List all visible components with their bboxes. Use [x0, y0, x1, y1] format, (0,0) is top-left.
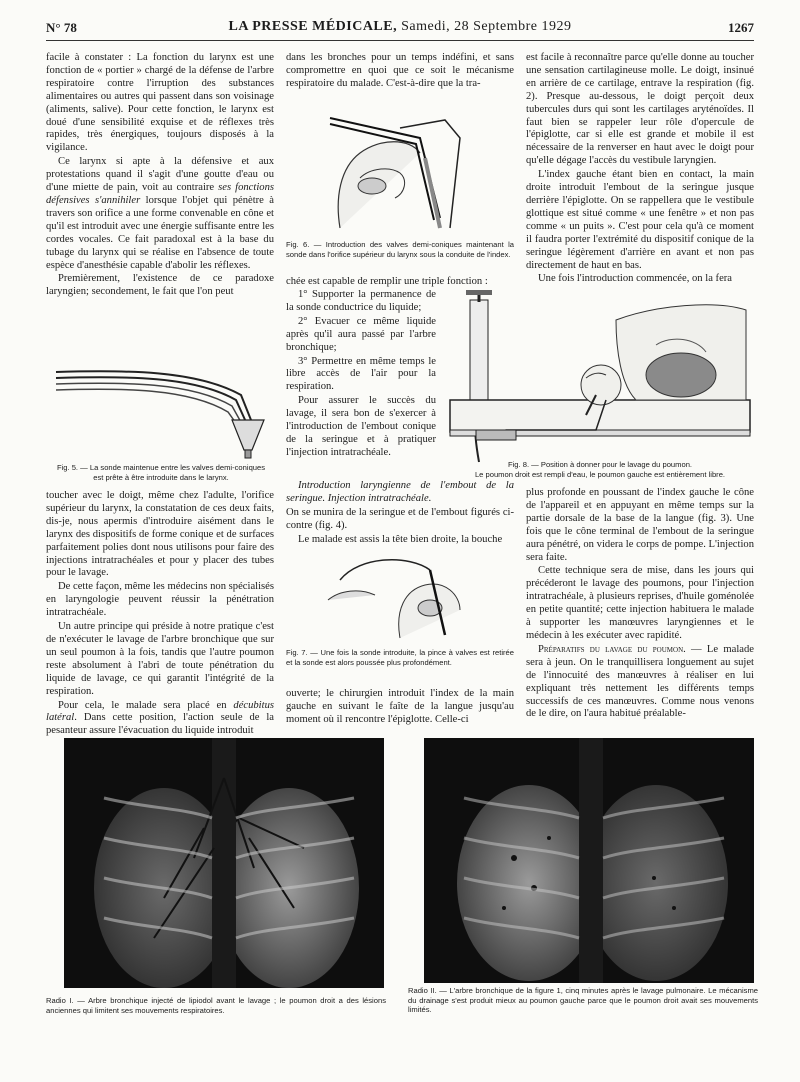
- paragraph: Cette technique sera de mise, dans les jours qui précéderont le lavage des poumons, pour l'injection intratrachéale, à plusieurs reprises, d'huile goménolée en petite quantité; cette injection habituera le malade à supporter les manœuvres laryngiennes et le médecin à les exécuter avec rapidité.: [526, 565, 754, 641]
- figure-8: [446, 290, 754, 455]
- paragraph: dans les bronches pour un temps indéfini, et sans compromettre en quoi que ce soit le mécanisme respiratoire du malade. C'est-à-dire que la tra-: [286, 52, 514, 89]
- page-header: [46, 18, 754, 41]
- paragraph: On se munira de la seringue et de l'embout figurés ci-contre (fig. 4).: [286, 506, 514, 531]
- radio-1-caption: Radio I. — Arbre bronchique injecté de lipiodol avant le lavage ; le poumon droit a des lésions anciennes qui limitent ses mouvements respiratoires.: [46, 996, 386, 1015]
- chest-xray-image: [64, 738, 384, 988]
- paragraph: facile à constater : La fonction du larynx est une fonction de « portier » chargé de la défense de l'arbre respiratoire contre l'irruption des substances alimentaires ou autres qui passent dans son voisinage (aliments, salive). Pour cette fonction, le larynx est doué d'une sensibilité exquise et de réflexes très rapides, très énergiques, toujours disposés à la vigilance.: [46, 52, 274, 154]
- column-2-middle: [286, 276, 514, 290]
- figure-8-caption-line-2: Le poumon droit est rempli d'eau, le poumon gauche est entièrement libre.: [474, 469, 726, 479]
- patient-position-illustration: [446, 290, 754, 455]
- figure-6: [300, 98, 500, 236]
- paragraph: ouverte; le chirurgien introduit l'index de la main gauche en suivant le faîte de la langue jusqu'au moment où il rencontre l'épiglotte. Celle-ci: [286, 688, 514, 725]
- text-run: — Le malade sera à jeun. On le tranquillisera longuement au sujet de l'innocuité des manœuvres à réaliser en lui expliquant très nettement les différents temps successifs de ces manœuvres. Comme nous venons de le dire, on l'aura habitué préalable-: [526, 643, 754, 720]
- issue-date: Samedi, 28 Septembre 1929: [401, 19, 572, 34]
- figure-5: [46, 300, 274, 460]
- column-3-top: [526, 52, 754, 287]
- text-run: lorsque l'objet qui pénètre à travers son orifice a une forme convenable en cône et qu'il est introduit avec une énergie suffisante entre les cordes vocales. Ce fait paradoxal est à la base du tubage du larynx qui se réalise en l'absence de toute espèce d'anesthésie capable d'abolir les réflexes.: [46, 194, 274, 271]
- figure-7: [320, 550, 500, 642]
- sonde-valves-illustration: [46, 300, 274, 460]
- section-heading: Introduction laryngienne de l'embout de la seringue. Injection intratrachéale.: [286, 480, 514, 504]
- paragraph: Pour assurer le succès du lavage, il sera bon de s'exercer à l'introduction de l'embout conique de la seringue et à pratiquer l'injection intratrachéale.: [286, 395, 436, 458]
- figure-6-caption: Fig. 6. — Introduction des valves demi-coniques maintenant la sonde dans l'orifice supérieur du larynx sous la conduite de l'index.: [286, 240, 514, 259]
- paragraph: [526, 644, 754, 721]
- larynx-illustration: [300, 98, 500, 236]
- paragraph: Le malade est assis la tête bien droite, la bouche: [298, 533, 503, 545]
- radiograph-1: [64, 738, 384, 988]
- paragraph: Premièrement, l'existence de ce paradoxe laryngien; secondement, le fait que l'on peut: [46, 273, 274, 298]
- figure-5-caption: Fig. 5. — La sonde maintenue entre les valves demi-coniques est prête à être introduite dans le larynx.: [56, 463, 266, 482]
- paragraph: chée est capable de remplir une triple fonction :: [286, 276, 488, 287]
- paragraph: [46, 156, 274, 272]
- paragraph: [46, 700, 274, 739]
- paragraph: plus profonde en poussant de l'index gauche le cône de l'appareil et en appuyant en même temps sur la partie dorsale de la base de la langue (fig. 3). Une fois que le cône terminal de l'embout de la seringue aura pénétré, on videra le corps de pompe. L'injection sera faite.: [526, 487, 754, 563]
- radiograph-2: [424, 738, 754, 983]
- column-2-list: [286, 289, 436, 461]
- paragraph: est facile à reconnaître parce qu'elle donne au toucher une sensation cartilagineuse molle. Le doigt, insinué en arrière de ce cartilage, entrave la respiration (fig. 2). Presque au-dessous, le doigt perçoit deux tubercules durs qui sont les cartilages aryténoïdes. Il faut bien se rappeler leur rôle d'opercule de l'épiglotte, car si elle est grande et mobile il est nécessaire de la renverser en haut avec le doigt pour qu'elle dégage l'accès du vestibule laryngien.: [526, 52, 754, 167]
- sonde-introduction-illustration: [320, 550, 500, 642]
- paragraph: Un autre principe qui préside à notre pratique c'est de n'exécuter le lavage de l'arbre bronchique que sur un seul poumon à la fois, tandis que l'autre poumon reste absolument à l'abri de toute pénétration du liquide de lavage, ce qui garantit l'intégrité de la respiration.: [46, 621, 274, 697]
- paragraph: De cette façon, même les médecins non spécialisés en laryngologie peuvent réussir la pénétration intratrachéale.: [46, 581, 274, 619]
- issue-number: N° 78: [46, 20, 77, 35]
- paragraph: L'index gauche étant bien en contact, la main droite introduit l'embout de la seringue jusque derrière l'épiglotte. On se rappellera que le vestibule glottique est situé comme « une fenêtre » et non pas comme « un puits ». C'est pour cela qu'à ce moment il faudra porter l'extrémité du dispositif conique de la seringue légèrement d'arrière en avant et non pas directement de haut en bas.: [526, 169, 754, 271]
- paragraph: toucher avec le doigt, même chez l'adulte, l'orifice supérieur du larynx, la constatation de ces deux faits, dis-je, nous apermis d'introduire aisément dans le larynx des dispositifs de forme conique et de surfaces parfaitement polies dont nous utilisons pour faire des injections intratrachéales et pour y placer des tubes pour le lavage.: [46, 490, 274, 579]
- section-heading: Préparatifs du lavage du poumon.: [538, 643, 686, 655]
- chest-xray-image: [424, 738, 754, 983]
- text-run: Ce larynx si apte à la défensive et aux protestations quand il s'agit d'une goutte d'eau ou d'une miette de pain, voit au contraire: [46, 156, 274, 194]
- figure-8-caption: [446, 460, 754, 479]
- italic-text: ses fonctions défensives s'annihiler: [46, 182, 274, 206]
- column-1-top: [46, 52, 274, 300]
- column-1-bottom: [46, 490, 274, 739]
- journal-name: LA PRESSE MÉDICALE,: [228, 19, 398, 34]
- figure-8-caption-line-1: Fig. 8. — Position à donner pour le lavage du poumon.: [507, 460, 693, 469]
- text-run: Pour cela, le malade sera placé en: [58, 699, 234, 711]
- column-2-heading: [286, 480, 514, 548]
- journal-title: [46, 19, 754, 35]
- list-item: 3° Permettre en même temps le libre accès de l'air pour la respiration.: [286, 355, 436, 393]
- paragraph: Une fois l'introduction commencée, on la fera: [538, 273, 732, 285]
- list-item: 2° Evacuer ce même liquide après qu'il aura passé par l'arbre bronchique;: [286, 315, 436, 353]
- column-3-bottom: [526, 487, 754, 722]
- text-run: . Dans cette position, l'action seule de la pesanteur assure l'évacuation du liquide introduit: [46, 712, 274, 737]
- column-2-bottom: [286, 688, 514, 728]
- italic-text: décubitus latéral: [46, 699, 274, 724]
- list-item: 1° Supporter la permanence de la sonde conductrice du liquide;: [286, 289, 436, 313]
- page-number: 1267: [728, 20, 754, 35]
- radio-2-caption: Radio II. — L'arbre bronchique de la figure 1, cinq minutes après le lavage pulmonaire. Le mécanisme du drainage s'est produit mieux au poumon gauche parce que le poumon droit avait ses mouvements limités.: [408, 986, 758, 1015]
- figure-7-caption: Fig. 7. — Une fois la sonde introduite, la pince à valves est retirée et la sonde est alors poussée plus profondément.: [286, 648, 514, 667]
- column-2-top: [286, 52, 514, 92]
